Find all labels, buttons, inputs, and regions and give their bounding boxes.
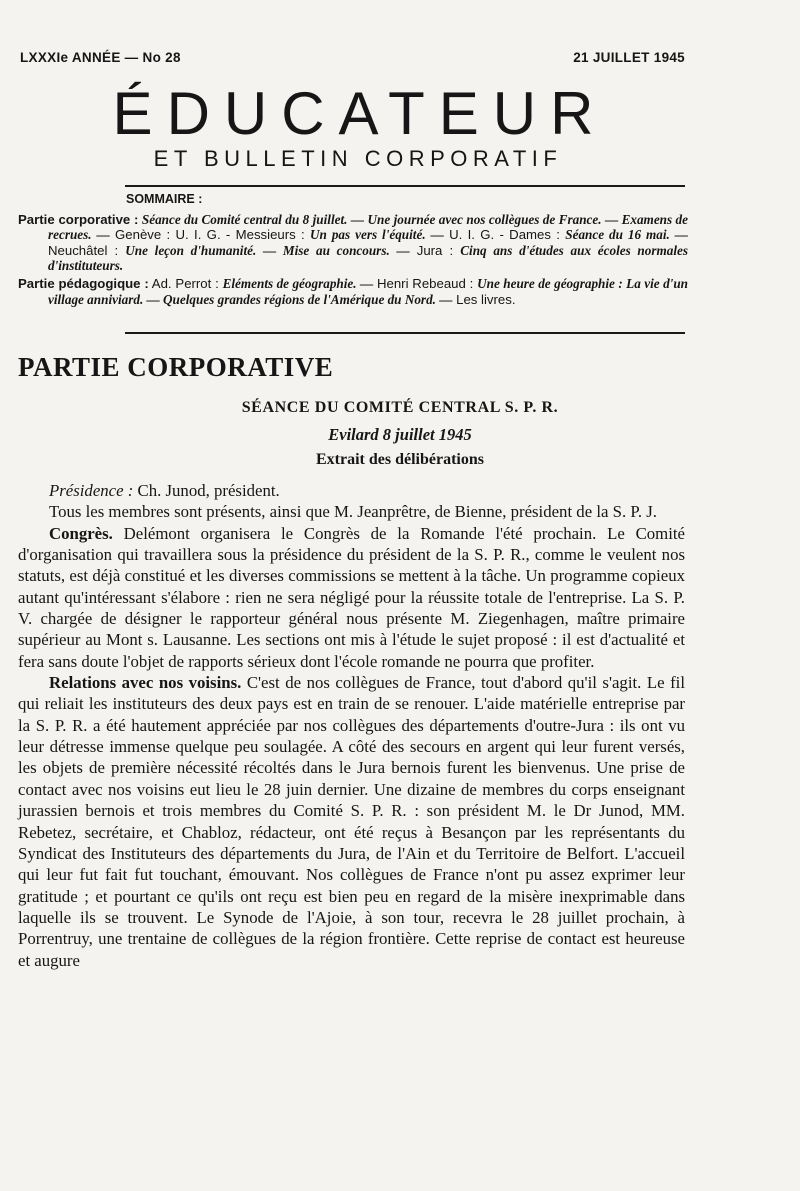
congres-label: Congrès. [49,523,113,543]
issue-date: 21 JUILLET 1945 [573,50,685,65]
paragraph-members: Tous les membres sont présents, ainsi que M. Jeanprêtre, de Bienne, président de la S. P. J. [49,502,657,522]
sommaire-entry: Ad. Perrot : [148,275,223,291]
sommaire-corporative [18,212,688,274]
sommaire-entry: Henri Rebeaud : [373,275,478,291]
sommaire-entry: Les livres. [452,291,516,307]
sommaire-title: SOMMAIRE : [126,192,203,206]
sommaire-entry: Un pas vers l'équité. — [310,227,444,243]
paragraph-congres [18,523,685,672]
sommaire-entry: Séance du Comité central du 8 juillet. — Une journée avec nos collègues de France. — Examens de recrues. — [48,211,689,243]
issue-number: LXXXIe ANNÉE — No 28 [20,50,181,65]
sommaire-entry: Genève : U. I. G. - Messieurs : [109,227,311,243]
divider-bottom [125,332,685,334]
sommaire-corporative-label: Partie corporative : [18,211,139,227]
relations-label: Relations avec nos voisins. [49,673,242,693]
sommaire-entry: Une heure de géographie : La vie d'un village anniviard. — Quelques grandes régions de l'Amérique du Nord. — [48,275,688,307]
paragraph-relations [18,672,685,971]
paragraph-presidence [18,480,685,501]
presidence-text: Ch. Junod, président. [133,481,280,500]
section-title: PARTIE CORPORATIVE [18,352,334,382]
sommaire-entry: Neuchâtel : [48,242,126,258]
presidence-label: Présidence : [49,481,134,500]
article-body [18,480,685,971]
running-header [20,50,685,68]
sommaire-pedagogique [18,276,688,307]
sommaire-entry: U. I. G. - Dames : [443,227,566,243]
congres-text: Delémont organisera le Congrès de la Romande l'été prochain. Le Comité d'organisation qui travaillera sous la présidence du président de la S. P. R., comme le veulent nos statuts, est déjà constitué et les diverses commissions se mettent à la tâche. Un programme copieux autant qu'intéressant s'élabore : rien ne sera négligé pour la réussite totale de l'entreprise. La S. P. V. chargée de désigner le rapporteur général nous présente M. Ziegenhagen, maître primaire supérieur au Mont s. Lausanne. Les sections ont mis à l'étude le sujet proposé : il est d'actualité et fera sans doute l'objet de rapports sérieux dont l'école romande ne pourra que profiter. [18,523,685,671]
sommaire-entry: Une leçon d'humanité. — Mise au concours. — [125,242,410,258]
article-extract-title: Extrait des délibérations [316,451,484,468]
divider-top [125,185,685,187]
masthead-subtitle: ET BULLETIN CORPORATIF [153,146,563,171]
sommaire-pedagogique-label: Partie pédagogique : [18,275,149,291]
sommaire-entry: Eléments de géographie. — [222,275,374,291]
sommaire-entry: Cinq ans d'études aux écoles normales d'instituteurs. [48,242,688,274]
relations-text: C'est de nos collègues de France, tout d'abord qu'il s'agit. Le fil qui reliait les instituteurs des deux pays est en train de se renouer. L'aide matérielle entreprise par la S. P. R. a été hautement appréciée par nos collègues des départements d'outre-Jura : ils ont vu leur détresse immense quelque peu soulagée. A côté des secours en argent qui leur furent versés, les objets de première nécessité récoltés dans le Jura bernois furent les bienvenus. Une prise de contact avec nos voisins eut lieu le 28 juin dernier. Une dizaine de membres du corps enseignant jurassien bernois et trois membres du Comité S. P. R. : son président M. le Dr Junod, MM. Rebetez, secrétaire, et Chabloz, rédacteur, ont été reçus à Besançon par les représentants du Syndicat des Instituteurs des départements du Jura, de l'Ain et du Territoire de Belfort. L'accueil qui leur fut fait fut touchant, émouvant. Nos collègues de France n'ont pu assez exprimer leur gratitude ; et pourtant ce qu'ils ont reçu est bien peu en regard de la misère inexprimable dans laquelle ils se trouvent. Le Synode de l'Ajoie, à son tour, recevra le 28 juillet prochain, à Porrentruy, une trentaine de collègues de la région frontière. Cette reprise de contact est heureuse et augure [18,673,685,970]
article-heading: SÉANCE DU COMITÉ CENTRAL S. P. R. [241,399,559,416]
sommaire-entry: Séance du 16 mai. — [565,227,688,243]
masthead-title: ÉDUCATEUR [112,80,608,147]
table-of-contents [18,192,688,309]
sommaire-entry: Jura : [409,242,461,258]
article-place-date: Evilard 8 juillet 1945 [328,425,472,444]
